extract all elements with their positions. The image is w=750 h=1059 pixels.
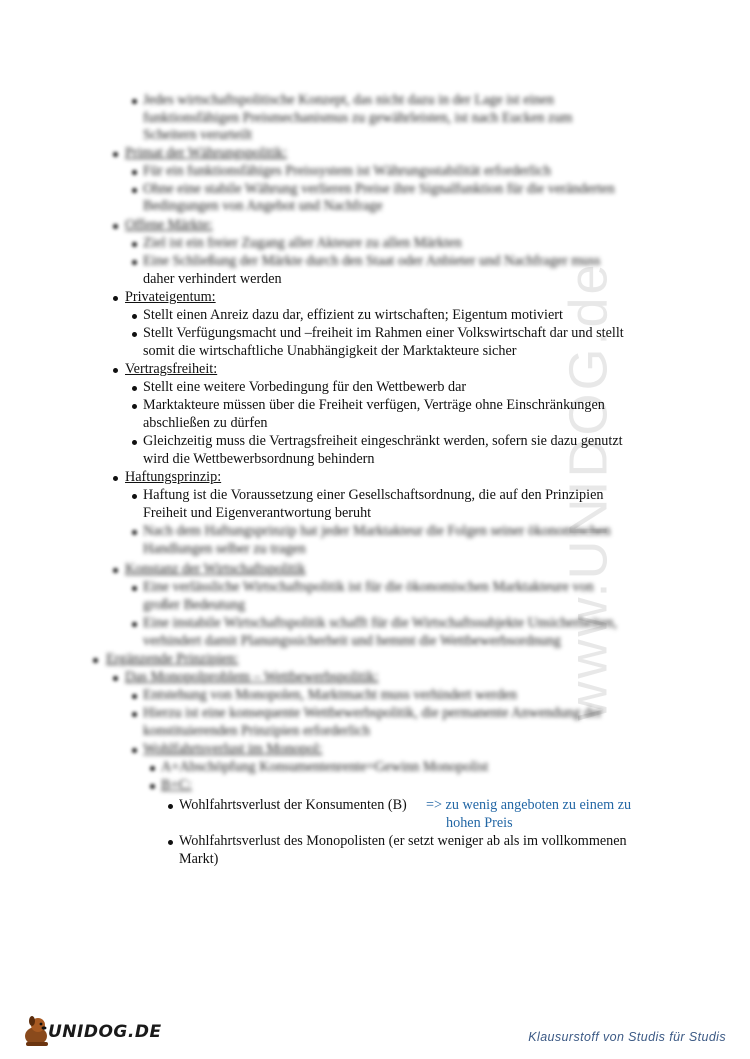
text-line: Gleichzeitig muss die Vertragsfreiheit eingeschränkt werden, sofern sie dazu genutzt <box>143 433 623 449</box>
heading-haftungsprinzip: Haftungsprinzip: <box>125 469 222 485</box>
blurred-text: Für ein funktionsfähiges Preissystem ist Währungsstabilität erforderlich <box>143 163 551 179</box>
bullet <box>132 440 137 445</box>
blurred-text: A+Abschöpfung Konsumentenrente=Gewinn Monopolist <box>161 759 489 775</box>
bullet <box>168 804 173 809</box>
heading-vertragsfreiheit: Vertragsfreiheit: <box>125 361 218 377</box>
bullet <box>132 99 137 104</box>
bullet <box>132 530 137 535</box>
blurred-text: Handlungen selber zu tragen <box>143 541 306 557</box>
blurred-text: Nach dem Haftungsprinzip hat jeder Marktakteur die Folgen seiner ökonomischen <box>143 523 611 539</box>
text-line: Wohlfahrtsverlust des Monopolisten (er setzt weniger ab als im vollkommenen <box>179 833 627 849</box>
text-line: Markt) <box>179 851 219 867</box>
bullet <box>113 676 118 681</box>
watermark: www.UNIDOG.de <box>558 261 619 721</box>
blurred-text: Scheitern verurteilt <box>143 127 253 143</box>
bullet <box>113 224 118 229</box>
bullet <box>132 242 137 247</box>
blurred-text: Ohne eine stabile Währung verlieren Preise ihre Signalfunktion für die veränderten <box>143 181 615 197</box>
blurred-heading: B+C: <box>161 777 192 793</box>
text-line: Wohlfahrtsverlust der Konsumenten (B) <box>179 797 407 813</box>
blurred-text: konstituierenden Prinzipien erforderlich <box>143 723 370 739</box>
blurred-text: Entstehung von Monopolen, Marktmacht muss verhindert werden <box>143 687 517 703</box>
bullet <box>132 622 137 627</box>
bullet <box>113 568 118 573</box>
bullet <box>132 260 137 265</box>
text-line: Stellt Verfügungsmacht und –freiheit im Rahmen einer Volkswirtschaft dar und stellt <box>143 325 624 341</box>
text-line: daher verhindert werden <box>143 271 282 287</box>
bullet <box>113 152 118 157</box>
blurred-text: Eine verlässliche Wirtschaftspolitik ist für die ökonomischen Marktakteure von <box>143 579 594 595</box>
blurred-text: großer Bedeutung <box>143 597 246 613</box>
blurred-heading: Konstanz der Wirtschaftspolitik <box>125 561 306 577</box>
bullet <box>132 494 137 499</box>
text-line: Marktakteure müssen über die Freiheit verfügen, Verträge ohne Einschränkungen <box>143 397 605 413</box>
footer-tagline: Klausurstoff von Studis für Studis <box>528 1030 726 1044</box>
text-line: wird die Wettbewerbsordnung behindern <box>143 451 375 467</box>
text-line: Haftung ist die Voraussetzung einer Gesellschaftsordnung, die auf den Prinzipien <box>143 487 604 503</box>
blurred-heading: Wohlfahrtsverlust im Monopol: <box>143 741 323 757</box>
text-line: Freiheit und Eigenverantwortung beruht <box>143 505 372 521</box>
bullet <box>132 386 137 391</box>
blurred-heading: Offene Märkte: <box>125 217 213 233</box>
blurred-heading: Ergänzende Prinzipien: <box>106 651 239 667</box>
bullet <box>132 748 137 753</box>
logo-text: UNIDOG.DE <box>48 1022 162 1042</box>
highlight-text: hohen Preis <box>446 815 513 831</box>
bullet <box>132 188 137 193</box>
bullet <box>132 314 137 319</box>
blurred-text: funktionsfähigen Preismechanismus zu gewährleisten, ist nach Eucken zum <box>143 110 573 126</box>
bullet <box>132 170 137 175</box>
bullet <box>132 332 137 337</box>
bullet <box>150 766 155 771</box>
bullet <box>113 476 118 481</box>
blurred-text: Hierzu ist eine konsequente Wettbewerbspolitik, die permanente Anwendung der <box>143 705 603 721</box>
blurred-text: Jedes wirtschaftspolitische Konzept, das nicht dazu in der Lage ist einen <box>143 92 554 108</box>
text-line: somit die wirtschaftliche Unabhängigkeit der Marktakteure sicher <box>143 343 517 359</box>
blurred-heading: Primat der Währungspolitik: <box>125 145 288 161</box>
text-line: Stellt einen Anreiz dazu dar, effizient zu wirtschaften; Eigentum motiviert <box>143 307 563 323</box>
highlight-text: => zu wenig angeboten zu einem zu <box>426 797 632 813</box>
bullet <box>150 784 155 789</box>
bullet <box>132 404 137 409</box>
blurred-text: Bedingungen von Angebot und Nachfrage <box>143 198 383 214</box>
text-line: Stellt eine weitere Vorbedingung für den Wettbewerb dar <box>143 379 467 395</box>
blurred-text: Ziel ist ein freier Zugang aller Akteure zu allen Märkten <box>143 235 462 251</box>
blurred-heading: Das Monopolproblem – Wettbewerbspolitik: <box>125 669 379 685</box>
text-line: abschließen zu dürfen <box>143 415 268 431</box>
bullet <box>93 658 98 663</box>
blurred-text: Eine Schließung der Märkte durch den Staat oder Anbieter und Nachfrager muss <box>143 253 601 269</box>
blurred-text: Eine instabile Wirtschaftspolitik schafft für die Wirtschaftssubjekte Unsicherheiten, <box>143 615 618 631</box>
blurred-text: verhindert damit Planungssicherheit und hemmt die Wettbewerbsordnung <box>143 633 561 649</box>
bullet <box>132 694 137 699</box>
bullet <box>113 296 118 301</box>
bullet <box>113 368 118 373</box>
bullet <box>132 712 137 717</box>
heading-privateigentum: Privateigentum: <box>125 289 216 305</box>
bullet <box>132 586 137 591</box>
bullet <box>168 840 173 845</box>
